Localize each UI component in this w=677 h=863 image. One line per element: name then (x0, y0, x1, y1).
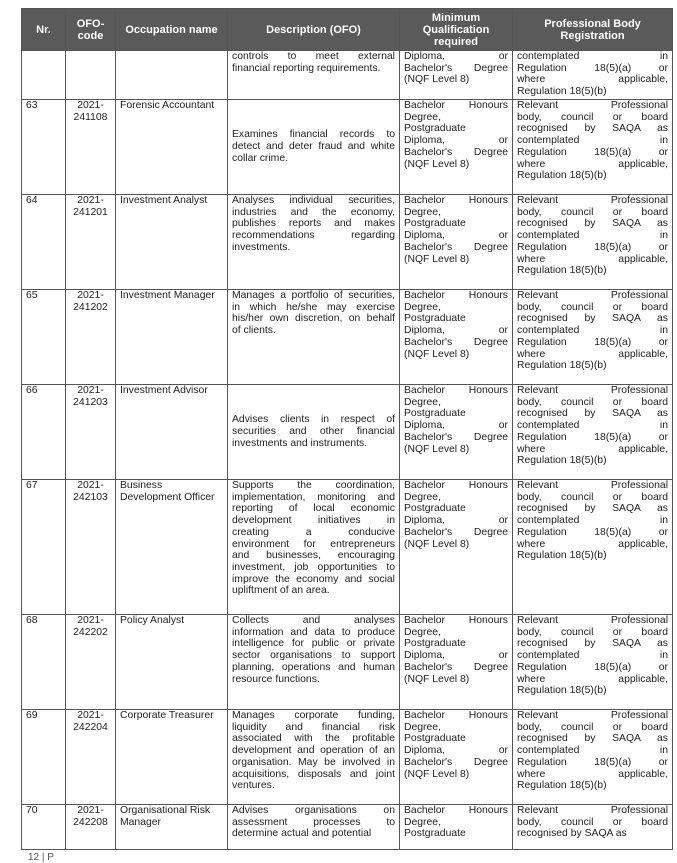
professional-body-registration-line: recognised by SAQA as (517, 408, 668, 420)
description-line: creating a conducive (232, 526, 395, 538)
ofo-code-line: 2021- (77, 290, 104, 301)
minimum-qualification-line: Diploma, or (404, 325, 508, 337)
occupation-name (116, 710, 228, 805)
minimum-qualification-line: Degree, (404, 206, 441, 218)
description-line: investment, job opportunities to (232, 561, 395, 573)
table-row (22, 805, 673, 850)
description-line: sector organisations to support (232, 650, 395, 662)
description-line: reporting of local economic (232, 503, 395, 515)
ofo-code-line: 242204 (73, 721, 108, 733)
ofo-code-line: 242202 (73, 626, 108, 638)
minimum-qualification-line: (NQF Level 8) (404, 673, 470, 685)
description-line: implementation, monitoring and (232, 491, 395, 503)
description-line: of clients. (232, 325, 276, 337)
description-line: acquisitions, disposals and joint (232, 768, 395, 780)
professional-body-registration-line: body, council or board (517, 301, 668, 313)
description-line: collar crime. (232, 152, 289, 164)
professional-body-registration-line: body, council or board (517, 396, 668, 408)
header-nr: Nr. (22, 9, 66, 51)
description (228, 710, 400, 805)
minimum-qualification-line: Bachelor Honours (404, 385, 508, 396)
occupation-name-line: Investment Advisor (120, 385, 208, 396)
row-number: 64 (22, 195, 66, 290)
description (228, 615, 400, 710)
professional-body-registration (513, 615, 673, 710)
description-line: assessment processes to (232, 816, 395, 828)
occupation-name (116, 385, 228, 480)
description-line: and businesses, encouraging (232, 550, 395, 562)
minimum-qualification-line: (NQF Level 8) (404, 348, 470, 360)
row-number: 68 (22, 615, 66, 710)
row-number: 63 (22, 100, 66, 195)
description (228, 805, 400, 850)
description (228, 290, 400, 385)
ofo-code-line: 2021- (77, 385, 104, 396)
header-line: Minimum (431, 11, 481, 24)
occupation-name-line: Development Officer (120, 491, 215, 503)
professional-body-registration (513, 290, 673, 385)
description (228, 195, 400, 290)
minimum-qualification-line: (NQF Level 8) (404, 253, 470, 265)
description-line: information and data to produce (232, 626, 395, 638)
minimum-qualification-line: Postgraduate (404, 638, 466, 650)
description (228, 385, 400, 480)
minimum-qualification-line: (NQF Level 8) (404, 158, 470, 170)
professional-body-registration-line: Regulation 18(5)(b) (517, 685, 607, 697)
description (228, 51, 400, 100)
minimum-qualification-line: (NQF Level 8) (404, 74, 470, 86)
professional-body-registration-line: Regulation 18(5)(b) (517, 86, 607, 98)
minimum-qualification-line: Degree, (404, 721, 441, 733)
minimum-qualification-line: (NQF Level 8) (404, 538, 470, 550)
professional-body-registration-line: Regulation 18(5)(a) or (517, 336, 668, 348)
professional-body-registration-line: Relevant Professional (517, 100, 668, 111)
ofo-code-line: 2021- (77, 195, 104, 206)
minimum-qualification-line: Postgraduate (404, 123, 466, 135)
professional-body-registration-line: body, council or board (517, 491, 668, 503)
minimum-qualification-line: Postgraduate (404, 733, 466, 745)
description-line: organisation. May be involved in (232, 756, 395, 768)
professional-body-registration-line: where applicable, (517, 768, 668, 780)
description-line: Manages corporate funding, (232, 710, 395, 721)
description-line: investments and instruments. (232, 437, 368, 449)
minimum-qualification (400, 385, 513, 480)
occupation-name-line: Investment Manager (120, 290, 215, 301)
ofo-code-line: 2021- (77, 480, 104, 491)
professional-body-registration-line: Regulation 18(5)(a) or (517, 146, 668, 158)
row-number: 67 (22, 480, 66, 615)
header-line: code (77, 29, 104, 42)
ofo-code (66, 195, 116, 290)
professional-body-registration-line: recognised by SAQA as (517, 218, 668, 230)
row-number: 65 (22, 290, 66, 385)
ofo-code-line: 241202 (73, 301, 108, 313)
table-header-row (22, 9, 673, 51)
description-line: securities and other financial (232, 426, 395, 438)
occupation-name (116, 51, 228, 100)
professional-body-registration-line: Regulation 18(5)(b) (517, 550, 607, 562)
ofo-occupation-table (21, 8, 673, 850)
occupation-name (116, 615, 228, 710)
occupation-name-line: Business (120, 480, 163, 491)
minimum-qualification-line: Bachelor's Degree (404, 146, 508, 158)
professional-body-registration-line: recognised by SAQA as (517, 638, 668, 650)
professional-body-registration-line: where applicable, (517, 538, 668, 550)
header-description: Description (OFO) (228, 9, 400, 51)
description-line: development and operation of an (232, 745, 395, 757)
row-number (22, 51, 66, 100)
row-number: 70 (22, 805, 66, 850)
description-line: investments. (232, 241, 291, 253)
description-line: ventures. (232, 780, 275, 792)
minimum-qualification-line: Bachelor Honours (404, 615, 508, 626)
professional-body-registration-line: where applicable, (517, 348, 668, 360)
ofo-code-line: 2021- (77, 100, 104, 111)
header-line: Qualification (422, 23, 490, 36)
professional-body-registration-line: Regulation 18(5)(b) (517, 265, 607, 277)
description-line: associated with the profitable (232, 733, 395, 745)
professional-body-registration (513, 51, 673, 100)
description-line: Supports the coordination, (232, 480, 395, 491)
occupation-name-line: Investment Analyst (120, 195, 208, 206)
minimum-qualification-line: Degree, (404, 491, 441, 503)
ofo-code (66, 100, 116, 195)
header-line: Registration (560, 29, 625, 42)
professional-body-registration-line: Regulation 18(5)(b) (517, 170, 607, 182)
ofo-code (66, 805, 116, 850)
description (228, 480, 400, 615)
professional-body-registration-line: contemplated in (517, 515, 668, 527)
description-line: Advises organisations on (232, 805, 395, 816)
professional-body-registration (513, 195, 673, 290)
ofo-code-line: 241201 (73, 206, 108, 218)
description-line: industries and the economy, (232, 206, 395, 218)
minimum-qualification (400, 710, 513, 805)
professional-body-registration-line: contemplated in (517, 650, 668, 662)
occupation-name (116, 480, 228, 615)
occupation-name-line: Manager (120, 816, 162, 828)
minimum-qualification-line: Bachelor's Degree (404, 431, 508, 443)
ofo-code-line: 2021- (77, 615, 104, 626)
professional-body-registration-line: recognised by SAQA as (517, 313, 668, 325)
professional-body-registration-line: where applicable, (517, 253, 668, 265)
minimum-qualification-line: Bachelor's Degree (404, 336, 508, 348)
professional-body-registration-line: Relevant Professional (517, 385, 668, 396)
minimum-qualification-line: Degree, (404, 816, 441, 828)
table-row (22, 100, 673, 195)
description-line: determine actual and potential (232, 828, 372, 840)
minimum-qualification-line: Diploma, or (404, 420, 508, 432)
minimum-qualification-line: Diploma, or (404, 230, 508, 242)
table-row (22, 385, 673, 480)
header-occupation-name: Occupation name (116, 9, 228, 51)
professional-body-registration-line: Relevant Professional (517, 195, 668, 206)
occupation-name (116, 805, 228, 850)
professional-body-registration-line: contemplated in (517, 420, 668, 432)
minimum-qualification (400, 51, 513, 100)
minimum-qualification-line: Degree, (404, 301, 441, 313)
description-line: his/her own discretion, on behalf (232, 313, 395, 325)
occupation-name-line: Organisational Risk (120, 805, 211, 816)
professional-body-registration-line: where applicable, (517, 673, 668, 685)
description-line: detect and deter fraud and white (232, 141, 395, 153)
table-row (22, 290, 673, 385)
minimum-qualification-line: Degree, (404, 396, 441, 408)
header-line: OFO- (76, 17, 105, 30)
professional-body-registration-line: body, council or board (517, 206, 668, 218)
minimum-qualification-line: Bachelor Honours (404, 710, 508, 721)
description-line: intelligence for public or private (232, 638, 395, 650)
minimum-qualification (400, 290, 513, 385)
description-line: upliftment of an area. (232, 585, 330, 597)
professional-body-registration-line: Relevant Professional (517, 710, 668, 721)
professional-body-registration-line: Regulation 18(5)(a) or (517, 431, 668, 443)
description-line: improve the economy and social (232, 573, 395, 585)
description-line: Analyses individual securities, (232, 195, 395, 206)
description-line: in which he/she may exercise (232, 301, 395, 313)
row-number: 69 (22, 710, 66, 805)
ofo-code-line: 241203 (73, 396, 108, 408)
table-row (22, 480, 673, 615)
minimum-qualification-line: Diploma, or (404, 650, 508, 662)
description-line: financial reporting requirements. (232, 62, 381, 74)
description-line: Examines financial records to (232, 129, 395, 141)
minimum-qualification (400, 480, 513, 615)
description-line: Advises clients in respect of (232, 414, 395, 426)
minimum-qualification-line: Postgraduate (404, 828, 466, 840)
minimum-qualification-line: Bachelor Honours (404, 805, 508, 816)
professional-body-registration-line: recognised by SAQA as (517, 123, 668, 135)
occupation-name-line: Policy Analyst (120, 615, 185, 626)
minimum-qualification-line: Bachelor Honours (404, 100, 508, 111)
minimum-qualification-line: Degree, (404, 626, 441, 638)
ofo-code (66, 290, 116, 385)
ofo-code-line: 242208 (73, 816, 108, 828)
description-line: environment for entrepreneurs (232, 538, 395, 550)
ofo-code (66, 615, 116, 710)
professional-body-registration (513, 710, 673, 805)
minimum-qualification-line: Bachelor Honours (404, 195, 508, 206)
minimum-qualification-line: Bachelor Honours (404, 290, 508, 301)
description-line: controls to meet external (232, 51, 395, 62)
minimum-qualification-line: Bachelor's Degree (404, 526, 508, 538)
description-line: Collects and analyses (232, 615, 395, 626)
professional-body-registration-line: recognised by SAQA as (517, 828, 627, 840)
occupation-name-line: Corporate Treasurer (120, 710, 214, 721)
minimum-qualification (400, 805, 513, 850)
occupation-name-line: Forensic Accountant (120, 100, 215, 111)
minimum-qualification-line: Diploma, or (404, 515, 508, 527)
professional-body-registration-line: body, council or board (517, 111, 668, 123)
minimum-qualification-line: (NQF Level 8) (404, 443, 470, 455)
professional-body-registration-line: recognised by SAQA as (517, 733, 668, 745)
ofo-code (66, 480, 116, 615)
description-line: publishes reports and makes (232, 218, 395, 230)
minimum-qualification-line: Bachelor's Degree (404, 661, 508, 673)
minimum-qualification (400, 615, 513, 710)
professional-body-registration-line: Relevant Professional (517, 805, 668, 816)
minimum-qualification (400, 195, 513, 290)
table-row (22, 615, 673, 710)
professional-body-registration-line: Regulation 18(5)(b) (517, 455, 607, 467)
description-line: planning, operations and human (232, 661, 395, 673)
description-line: Manages a portfolio of securities, (232, 290, 395, 301)
minimum-qualification-line: Bachelor's Degree (404, 756, 508, 768)
ofo-code (66, 385, 116, 480)
minimum-qualification-line: Bachelor Honours (404, 480, 508, 491)
ofo-code (66, 51, 116, 100)
header-line: Professional Body (544, 17, 641, 30)
professional-body-registration-line: Relevant Professional (517, 480, 668, 491)
professional-body-registration-line: contemplated in (517, 51, 668, 62)
professional-body-registration-line: Regulation 18(5)(a) or (517, 661, 668, 673)
page-footer: 12 | P (28, 852, 54, 863)
header-professional-body-registration (513, 9, 673, 51)
minimum-qualification-line: Postgraduate (404, 408, 466, 420)
occupation-name (116, 290, 228, 385)
minimum-qualification-line: Postgraduate (404, 218, 466, 230)
occupation-name (116, 195, 228, 290)
professional-body-registration-line: where applicable, (517, 443, 668, 455)
professional-body-registration-line: Regulation 18(5)(b) (517, 780, 607, 792)
minimum-qualification-line: Diploma, or (404, 51, 508, 62)
professional-body-registration-line: Regulation 18(5)(a) or (517, 62, 668, 74)
professional-body-registration-line: Relevant Professional (517, 290, 668, 301)
minimum-qualification-line: Bachelor's Degree (404, 241, 508, 253)
ofo-code-line: 242103 (73, 491, 108, 503)
professional-body-registration (513, 805, 673, 850)
table-row (22, 710, 673, 805)
professional-body-registration-line: body, council or board (517, 626, 668, 638)
professional-body-registration-line: contemplated in (517, 135, 668, 147)
ofo-code-line: 2021- (77, 805, 104, 816)
ofo-code-line: 2021- (77, 710, 104, 721)
description-line: recommendations regarding (232, 230, 395, 242)
minimum-qualification-line: Bachelor's Degree (404, 62, 508, 74)
occupation-name (116, 100, 228, 195)
ofo-code (66, 710, 116, 805)
professional-body-registration-line: Regulation 18(5)(a) or (517, 241, 668, 253)
professional-body-registration-line: contemplated in (517, 745, 668, 757)
header-line: required (433, 35, 478, 48)
professional-body-registration-line: where applicable, (517, 74, 668, 86)
professional-body-registration-line: contemplated in (517, 325, 668, 337)
description-line: development initiatives in (232, 515, 395, 527)
professional-body-registration-line: body, council or board (517, 721, 668, 733)
minimum-qualification-line: Degree, (404, 111, 441, 123)
minimum-qualification-line: Postgraduate (404, 313, 466, 325)
minimum-qualification-line: Postgraduate (404, 503, 466, 515)
professional-body-registration (513, 100, 673, 195)
professional-body-registration-line: Relevant Professional (517, 615, 668, 626)
professional-body-registration (513, 385, 673, 480)
header-minimum-qualification (400, 9, 513, 51)
minimum-qualification-line: Diploma, or (404, 135, 508, 147)
professional-body-registration-line: recognised by SAQA as (517, 503, 668, 515)
professional-body-registration-line: where applicable, (517, 158, 668, 170)
description (228, 100, 400, 195)
professional-body-registration-line: contemplated in (517, 230, 668, 242)
table-row (22, 195, 673, 290)
ofo-code-line: 241108 (73, 111, 108, 123)
minimum-qualification (400, 100, 513, 195)
professional-body-registration-line: body, council or board (517, 816, 668, 828)
professional-body-registration-line: Regulation 18(5)(b) (517, 360, 607, 372)
row-number: 66 (22, 385, 66, 480)
professional-body-registration-line: Regulation 18(5)(a) or (517, 526, 668, 538)
header-ofo-code (66, 9, 116, 51)
table-row (22, 51, 673, 100)
description-line: resource functions. (232, 673, 320, 685)
minimum-qualification-line: (NQF Level 8) (404, 768, 470, 780)
professional-body-registration-line: Regulation 18(5)(a) or (517, 756, 668, 768)
professional-body-registration (513, 480, 673, 615)
description-line: liquidity and financial risk (232, 721, 395, 733)
minimum-qualification-line: Diploma, or (404, 745, 508, 757)
